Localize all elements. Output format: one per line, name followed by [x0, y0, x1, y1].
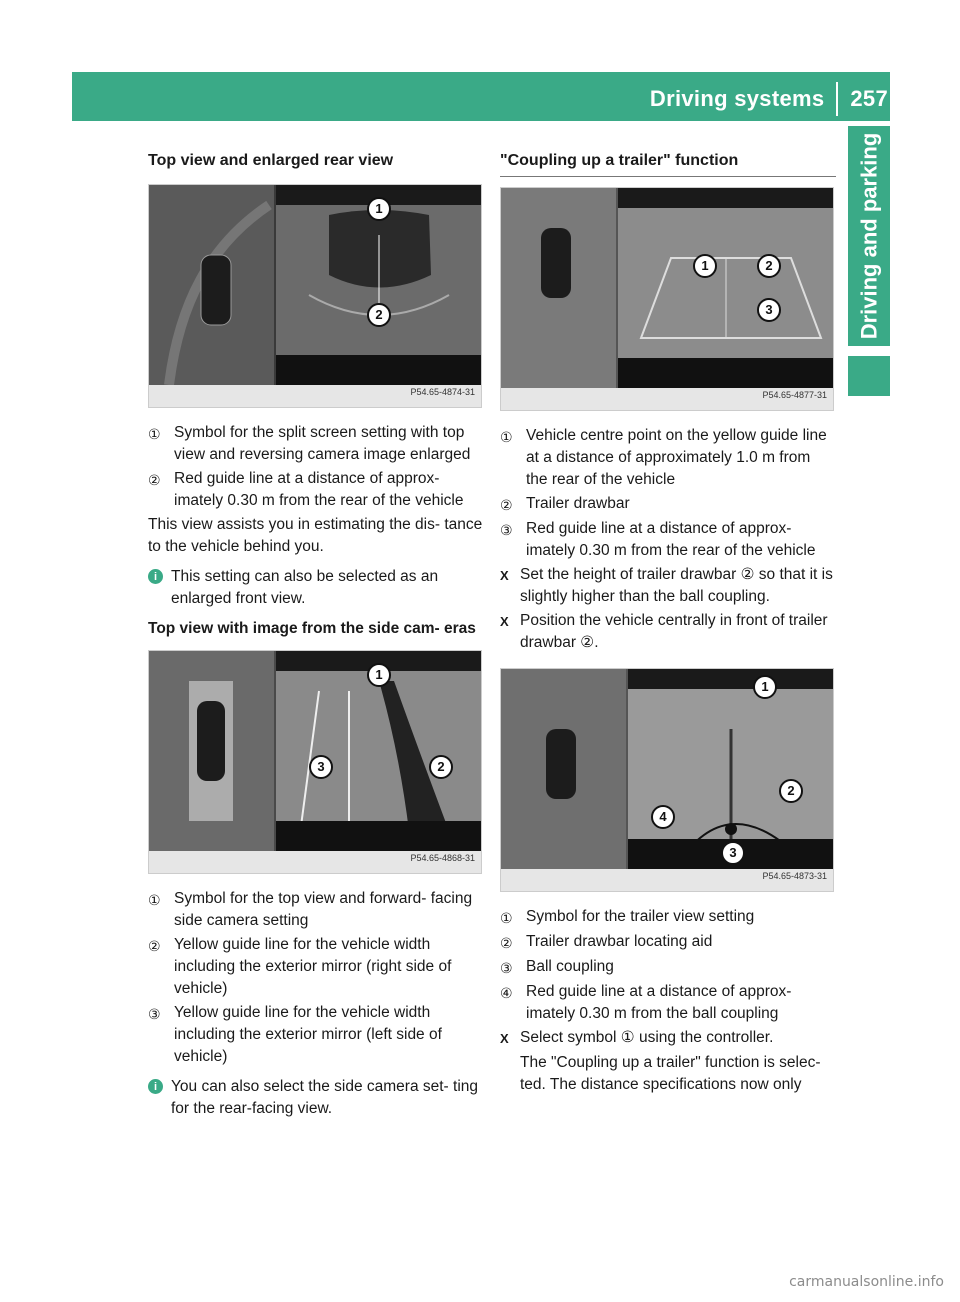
callout-3: 3 [757, 298, 781, 322]
item-number: ③ [500, 522, 513, 538]
item-text: Symbol for the trailer view setting [526, 908, 755, 925]
heading-side-cameras: Top view with image from the side cam- eras [148, 620, 476, 637]
instruction-step [500, 564, 836, 608]
item-number: ① [148, 426, 161, 442]
step-text: Select symbol ① using the controller. [520, 1029, 774, 1046]
item-number: ② [148, 472, 161, 488]
callout-2: 2 [367, 303, 391, 327]
item-number: ② [500, 497, 513, 513]
header-title [650, 84, 888, 114]
list-item [500, 906, 836, 929]
step-text: Set the height of trailer drawbar ② so that it is slightly higher than the ball coupling. [520, 566, 833, 605]
side-tab-block [848, 356, 890, 396]
list-item [500, 956, 836, 979]
item-text: Ball coupling [526, 958, 614, 975]
item-number: ③ [148, 1006, 161, 1022]
info-icon: i [148, 569, 163, 584]
info-note [148, 1076, 484, 1120]
callout-3: 3 [721, 841, 745, 865]
header-separator [836, 82, 838, 116]
paragraph: This view assists you in estimating the dis- tance to the vehicle behind you. [148, 516, 483, 555]
callout-1: 1 [753, 675, 777, 699]
info-text: This setting can also be selected as an enlarged front view. [171, 568, 439, 607]
callout-2: 2 [757, 254, 781, 278]
figure-code: P54.65-4873-31 [762, 871, 827, 881]
info-icon: i [148, 1079, 163, 1094]
figure-code: P54.65-4868-31 [410, 853, 475, 863]
callout-2: 2 [779, 779, 803, 803]
figure-coupling-2 [500, 668, 834, 892]
item-number: ① [500, 910, 513, 926]
item-text: Trailer drawbar [526, 495, 630, 512]
item-text: Red guide line at a distance of approx- imately 0.30 m from the rear of the vehicle [174, 470, 464, 509]
info-text: You can also select the side camera set- ting for the rear-facing view. [171, 1078, 479, 1117]
item-text: Symbol for the split screen setting with top view and reversing camera image enlarged [174, 424, 471, 463]
instruction-step [500, 1027, 836, 1050]
item-number: ① [148, 892, 161, 908]
item-text: Vehicle centre point on the yellow guide line at a distance of approximately 1.0 m from the rear of the vehicle [526, 427, 827, 488]
item-number: ② [500, 935, 513, 951]
section-title: Driving systems [649, 86, 825, 111]
callout-1: 1 [367, 663, 391, 687]
list-item [500, 493, 836, 516]
item-number: ① [500, 429, 513, 445]
heading-top-view-rear: Top view and enlarged rear view [148, 152, 394, 169]
list-item [500, 425, 836, 491]
item-number: ③ [500, 960, 513, 976]
camera-screen-image [149, 185, 481, 385]
side-tab-label-wrap [848, 126, 890, 346]
figure-top-view-rear [148, 184, 482, 408]
right-column [500, 150, 836, 1102]
figure-code: P54.65-4877-31 [762, 390, 827, 400]
figure-coupling-1 [500, 187, 834, 411]
camera-screen-image [149, 651, 481, 851]
item-text: Trailer drawbar locating aid [526, 933, 713, 950]
item-number: ④ [500, 985, 513, 1001]
item-text: Yellow guide line for the vehicle width including the exterior mirror (right side of vehicle) [174, 936, 452, 997]
list-item [500, 981, 836, 1025]
callout-1: 1 [367, 197, 391, 221]
item-text: Red guide line at a distance of approx- imately 0.30 m from the rear of the vehicle [526, 520, 816, 559]
item-text: Yellow guide line for the vehicle width including the exterior mirror (left side of vehicle) [174, 1004, 442, 1065]
list-item [148, 422, 484, 466]
figure-side-cameras [148, 650, 482, 874]
figure-code: P54.65-4874-31 [410, 387, 475, 397]
left-column [148, 150, 484, 1126]
list-item [148, 934, 484, 1000]
list-item [500, 931, 836, 954]
side-tab-label: Driving and parking [856, 132, 881, 340]
heading-coupling-trailer: "Coupling up a trailer" function [500, 150, 836, 177]
list-item [148, 888, 484, 932]
step-text: Position the vehicle centrally in front of trailer drawbar ②. [520, 612, 828, 651]
info-note [148, 566, 484, 610]
step-marker-icon: X [500, 568, 509, 583]
page-number: 257 [850, 86, 888, 111]
item-number: ② [148, 938, 161, 954]
paragraph: The "Coupling up a trailer" function is selec- ted. The distance specifications now only [520, 1054, 821, 1093]
footer-watermark: carmanualsonline.info [789, 1274, 944, 1290]
list-item [148, 468, 484, 512]
list-item [148, 1002, 484, 1068]
instruction-step [500, 610, 836, 654]
callout-3: 3 [309, 755, 333, 779]
step-marker-icon: X [500, 1031, 509, 1046]
callout-2: 2 [429, 755, 453, 779]
camera-screen-image [501, 188, 833, 388]
callout-4: 4 [651, 805, 675, 829]
camera-screen-image [501, 669, 833, 869]
step-marker-icon: X [500, 614, 509, 629]
item-text: Red guide line at a distance of approx- imately 0.30 m from the ball coupling [526, 983, 792, 1022]
item-text: Symbol for the top view and forward- facing side camera setting [174, 890, 473, 929]
callout-1: 1 [693, 254, 717, 278]
list-item [500, 518, 836, 562]
